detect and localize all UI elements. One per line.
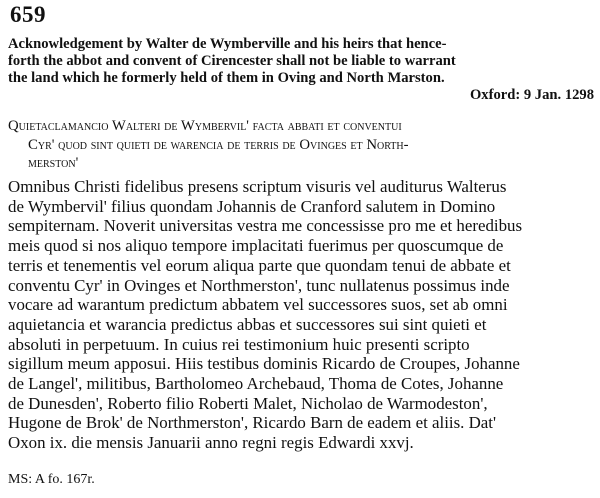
charter-line: conventu Cyr' in Ovinges et Northmerston', tunc nullatenus possimus inde <box>8 275 510 295</box>
latin-title-line: merston' <box>28 155 79 171</box>
latin-title-line: Quietaclamancio Walteri de Wymbervil' facta abbati et conventui <box>8 118 402 134</box>
summary-date: Oxford: 9 Jan. 1298 <box>469 87 594 103</box>
charter-line: meis quod si nos aliquo tempore implacitati fuerimus per quoscumque de <box>8 236 504 256</box>
charter-line: vocare ad warantum predictum abbatem vel successores suos, set ab omni <box>8 295 508 315</box>
summary-line: the land which he formerly held of them in Oving and North Marston. <box>8 70 445 86</box>
charter-line: de Langel', militibus, Bartholomeo Archebaud, Thoma de Cotes, Johanne <box>8 374 504 394</box>
charter-line: Omnibus Christi fidelibus presens scriptum visuris vel auditurus Walterus <box>8 177 507 196</box>
english-summary <box>8 36 596 104</box>
charter-line: Hugone de Brok' de Northmerston', Ricardo Barn de eadem et aliis. Dat' <box>8 413 497 433</box>
summary-line: forth the abbot and convent of Cirencester shall not be liable to warrant <box>8 53 456 69</box>
charter-line: terris et tenementis vel eorum aliqua parte que quondam tenui de abbate et <box>8 255 511 275</box>
charter-text <box>8 177 596 453</box>
charter-line: de Wymbervil' filius quondam Johannis de Cranford salutem in Domino <box>8 196 496 216</box>
charter-line: sempiternam. Noverit universitas vestra me concessisse pro me et heredibus <box>8 216 523 236</box>
manuscript-reference: MS: A fo. 167r. <box>8 472 95 487</box>
charter-line: de Dunesden', Roberto filio Roberti Malet, Nicholao de Warmodeston', <box>8 393 488 413</box>
latin-title <box>8 117 596 173</box>
entry-number: 659 <box>10 2 46 27</box>
charter-line: Oxon ix. die mensis Januarii anno regni regis Edwardi xxvj. <box>8 433 414 453</box>
summary-line: Acknowledgement by Walter de Wymberville and his heirs that hence- <box>8 36 447 52</box>
charter-line: absoluti in perpetuum. In cuius rei testimonium huic presenti scripto <box>8 334 470 354</box>
charter-line: sigillum meum apposui. Hiis testibus dominis Ricardo de Croupes, Johanne <box>8 354 520 374</box>
charter-line: aquietancia et warancia predictus abbas et successores sui sint quieti et <box>8 314 487 334</box>
latin-title-line: Cyr' quod sint quieti de warencia de terris de Ovinges et North- <box>28 136 409 153</box>
